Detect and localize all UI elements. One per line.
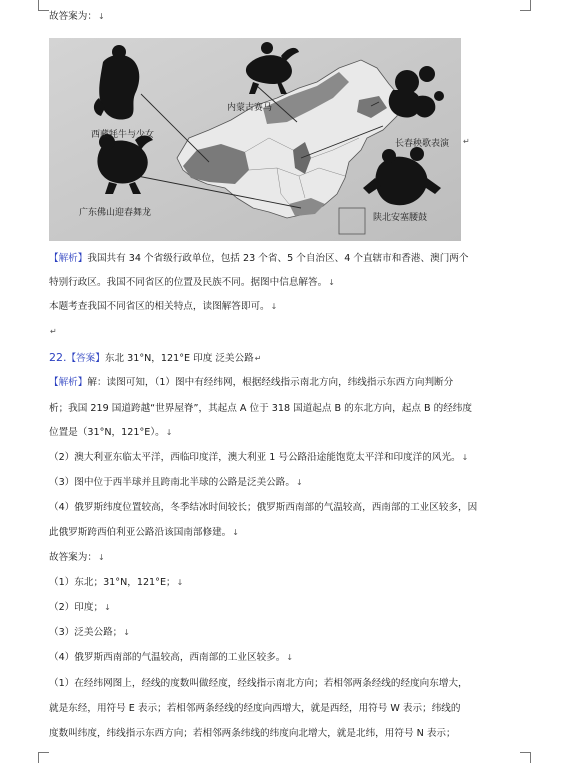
- analysis1-line3: 本题考查我国不同省区的相关特点，读图解答即可。↓: [49, 301, 278, 312]
- q22-explain-line3: 度数叫纬度，纬线指示东西方向；若相邻两条纬线的纬度向北增大，就是北纬，用符号 N 表示；: [49, 728, 456, 739]
- q22-answer-1: （1）东北；31°N，121°E；↓: [49, 577, 184, 588]
- label-changchun: 长春秧歌表演: [395, 139, 450, 149]
- q22-answer-2: （2）印度；↓: [49, 602, 111, 613]
- map-illustration: [49, 38, 461, 241]
- q22-explain-line1: （1）在经纬网图上，经线的度数叫做经度，经线指示南北方向；若相邻两条经线的经度向东增大，: [49, 678, 468, 689]
- crop-mark-bottom-right: [520, 752, 531, 763]
- q22-analysis-line3: 位置是（31°N，121°E）。↓: [49, 427, 173, 438]
- q22-answer-4: （4）俄罗斯西南部的气温较高，西南部的工业区较多。↓: [49, 652, 294, 663]
- return-mark: ↵: [463, 137, 470, 146]
- header-answer-line: 故答案为：↓: [49, 11, 105, 22]
- q22-explain-line2: 就是东经，用符号 E 表示；若相邻两条经线的经度向西增大，就是西经，用符号 W 表示；纬线的: [49, 703, 461, 714]
- crop-mark-top-left: [38, 0, 49, 11]
- q22-analysis-line2: 析；我国 219 国道跨越“世界屋脊”，其起点 A 位于 318 国道起点 B 的东北方向，起点 B 的经纬度: [49, 403, 472, 414]
- q22-answer-line: 22.【答案】东北 31°N，121°E 印度 泛美公路↵: [49, 351, 262, 364]
- label-shaanbei: 陕北安塞腰鼓: [373, 213, 428, 223]
- q22-answers-title: 故答案为：↓: [49, 552, 105, 563]
- folk-culture-map-image: [49, 38, 461, 241]
- label-xizang: 西藏牦牛与少女: [91, 130, 155, 140]
- analysis1-line1: 【解析】我国共有 34 个省级行政单位，包括 23 个省、5 个自治区、4 个直辖市和香港、澳门两个: [49, 253, 469, 264]
- q22-analysis-line4: （2）澳大利亚东临太平洋，西临印度洋，澳大利亚 1 号公路沿途能饱览太平洋和印度洋的风光。↓: [49, 452, 469, 463]
- analysis1-line2: 特别行政区。我国不同省区的位置及民族不同。据图中信息解答。↓: [49, 277, 335, 288]
- q22-analysis-line1: 【解析】解：读图可知，（1）图中有经纬网，根据经线指示南北方向，纬线指示东西方向判断分: [49, 377, 454, 388]
- crop-mark-bottom-left: [38, 752, 49, 763]
- q22-analysis-line5: （3）图中位于西半球并且跨南北半球的公路是泛美公路。↓: [49, 477, 303, 488]
- blank-line: ↵: [50, 327, 57, 336]
- q22-answer-3: （3）泛美公路；↓: [49, 627, 130, 638]
- label-neimenggu: 内蒙古赛马: [227, 103, 273, 113]
- label-guangdong: 广东佛山迎春舞龙: [79, 208, 152, 218]
- q22-analysis-line7: 此俄罗斯跨西伯利亚公路沿该国南部修建。↓: [49, 527, 239, 538]
- q22-analysis-line6: （4）俄罗斯纬度位置较高，冬季结冰时间较长；俄罗斯西南部的气温较高，西南部的工业区较多，因: [49, 502, 478, 513]
